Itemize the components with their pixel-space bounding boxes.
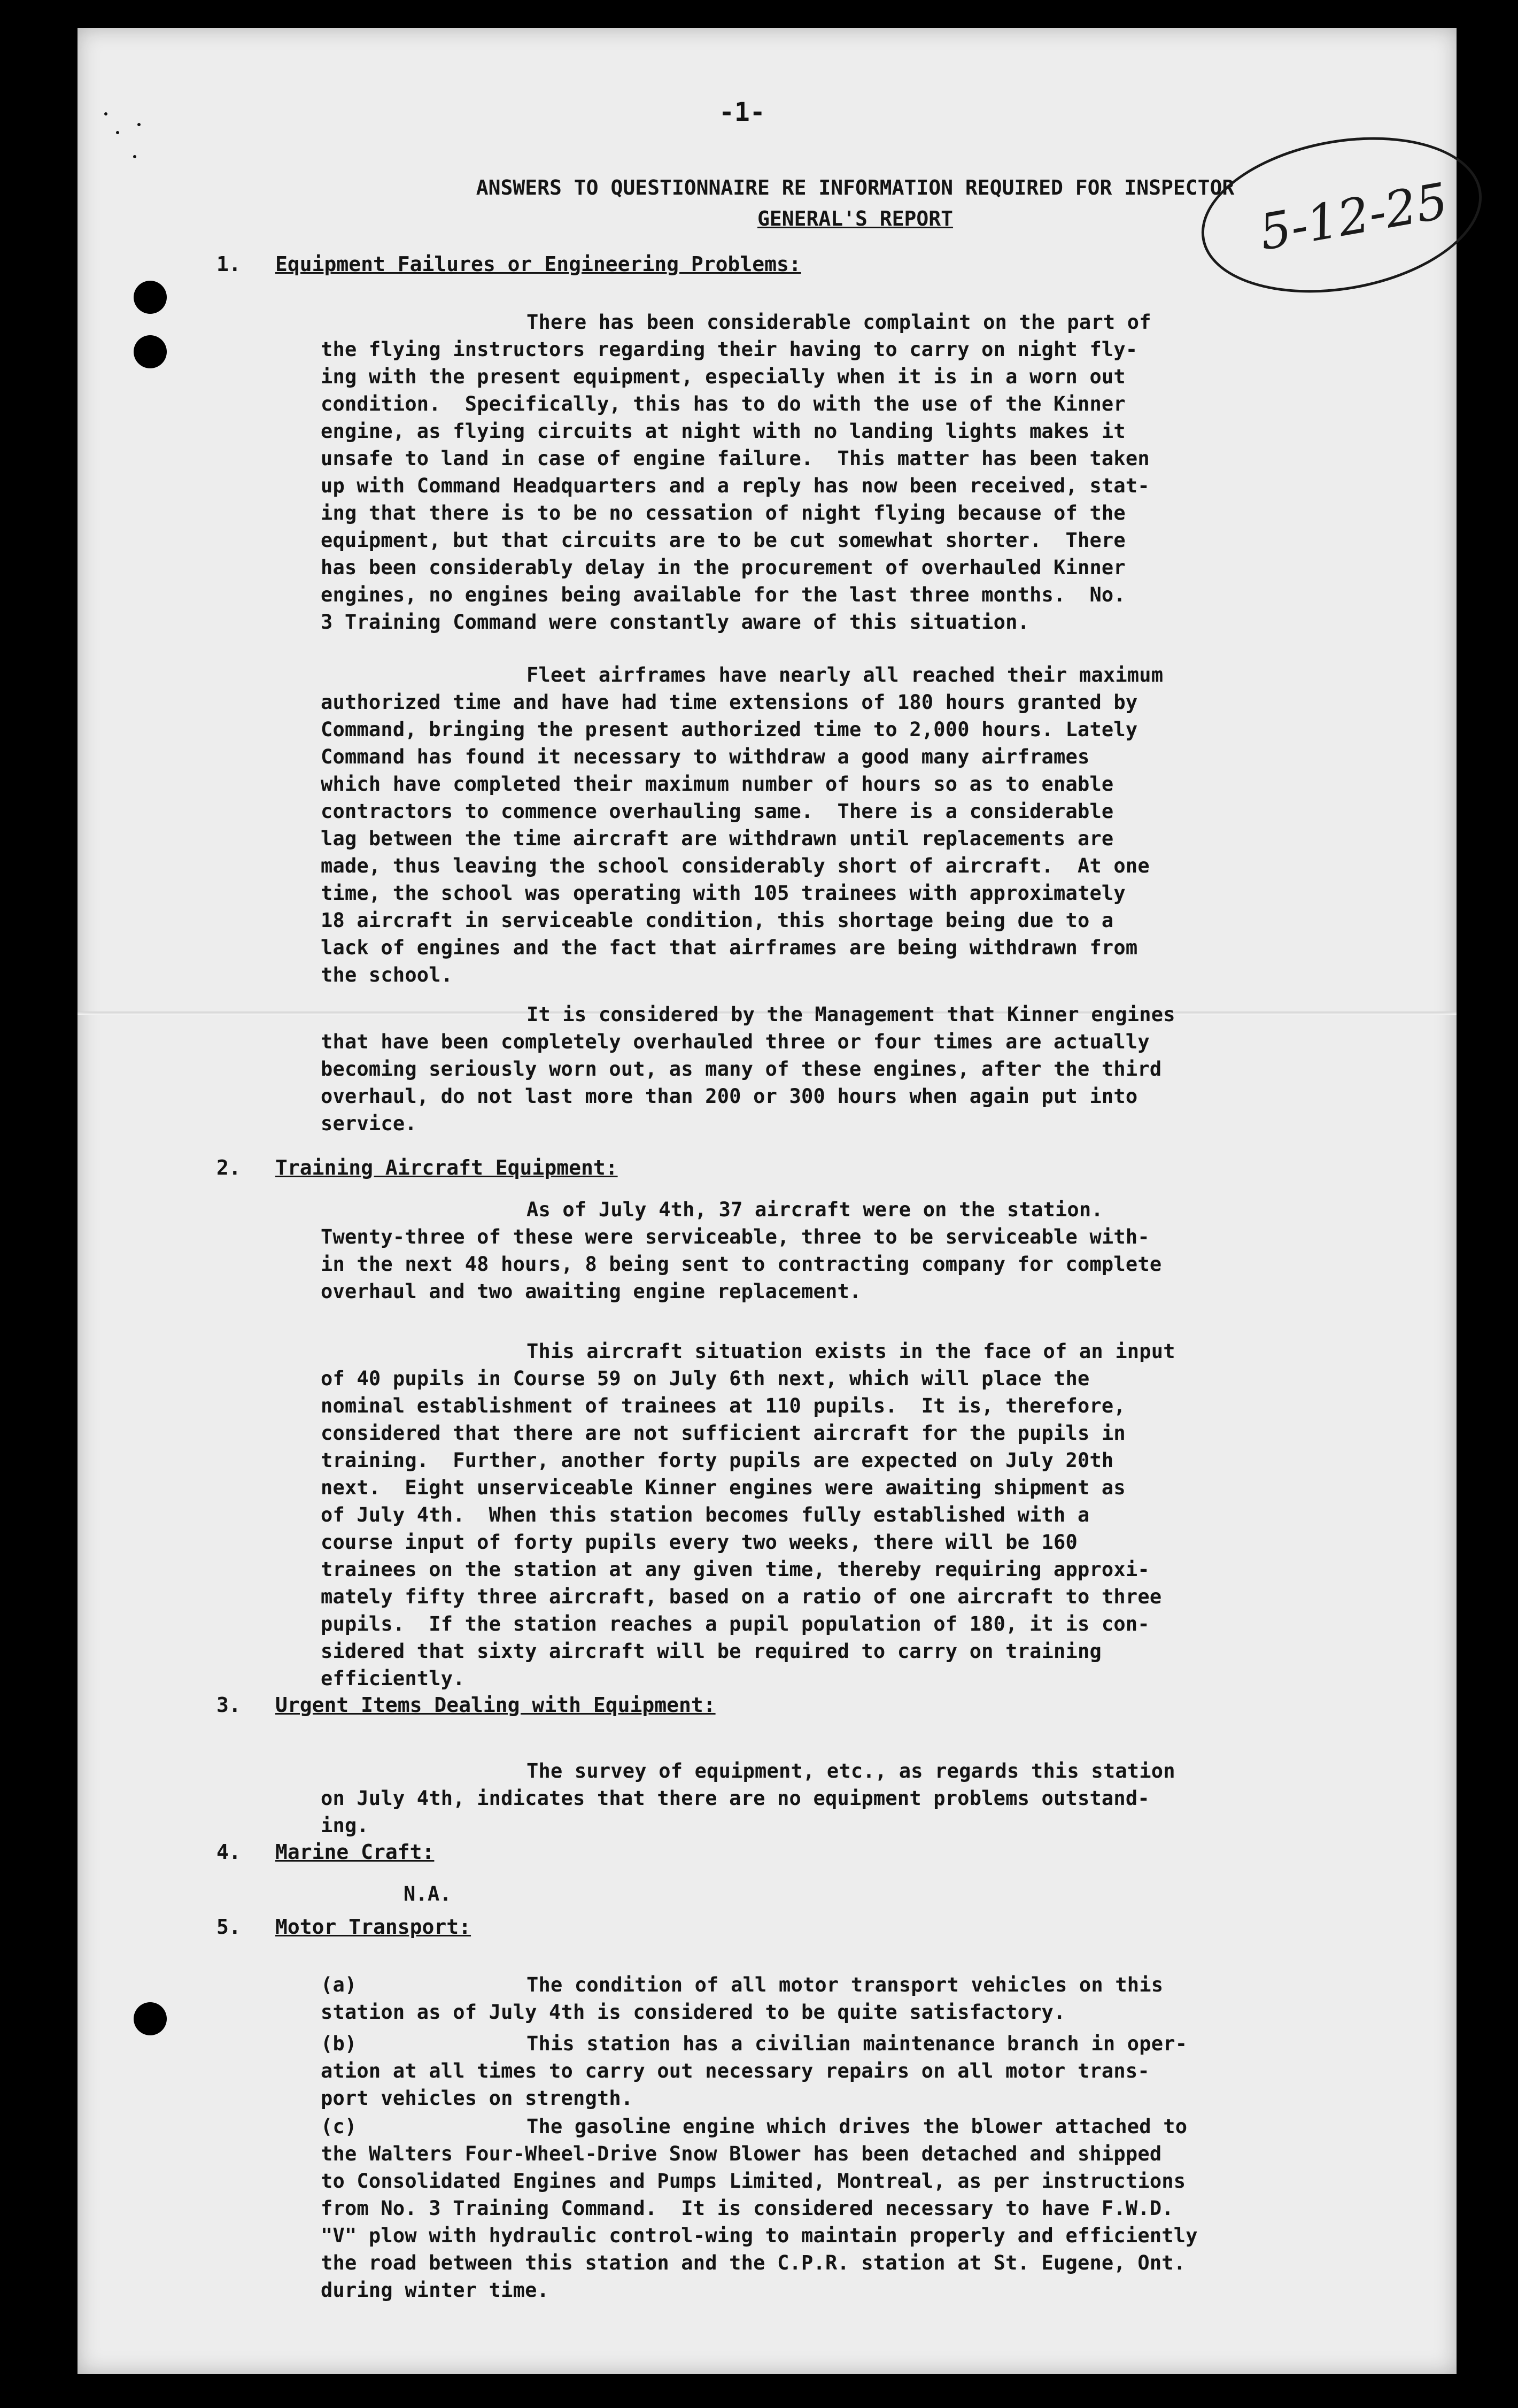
item-line: during winter time. bbox=[321, 2279, 549, 2302]
item-line: the Walters Four-Wheel-Drive Snow Blower has been detached and shipped bbox=[321, 2142, 1162, 2165]
paragraph-line: engine, as flying circuits at night with no landing lights makes it bbox=[321, 420, 1126, 443]
paragraph-line: ing that there is to be no cessation of night flying because of the bbox=[321, 501, 1126, 524]
item-line: The gasoline engine which drives the blower attached to bbox=[526, 2115, 1188, 2138]
paragraph-line: of July 4th. When this station becomes fully established with a bbox=[321, 1503, 1090, 1526]
section-heading bbox=[216, 1840, 434, 1864]
paragraph-line: overhaul, do not last more than 200 or 300 hours when again put into bbox=[321, 1085, 1138, 1108]
paragraph-line: equipment, but that circuits are to be cut somewhat shorter. There bbox=[321, 529, 1126, 552]
paragraph-line: There has been considerable complaint on the part of bbox=[526, 311, 1151, 334]
paragraph-line: on July 4th, indicates that there are no equipment problems outstand- bbox=[321, 1787, 1150, 1810]
section-heading bbox=[216, 1693, 716, 1717]
punch-hole bbox=[134, 281, 167, 314]
paragraph-line: of 40 pupils in Course 59 on July 6th next, which will place the bbox=[321, 1367, 1090, 1390]
paragraph-line: Command, bringing the present authorized time to 2,000 hours. Lately bbox=[321, 718, 1138, 741]
paragraph-line: It is considered by the Management that Kinner engines bbox=[526, 1003, 1175, 1026]
paragraph-line: condition. Specifically, this has to do with the use of the Kinner bbox=[321, 392, 1126, 415]
item-label: (a) bbox=[321, 1973, 357, 1996]
paragraph-line: ing with the present equipment, especially when it is in a worn out bbox=[321, 365, 1126, 388]
paragraph-line: that have been completely overhauled three or four times are actually bbox=[321, 1030, 1150, 1053]
section-title: Equipment Failures or Engineering Problems: bbox=[275, 252, 801, 276]
paragraph-line: trainees on the station at any given time, thereby requiring approxi- bbox=[321, 1558, 1150, 1581]
paragraph-line: authorized time and have had time extensions of 180 hours granted by bbox=[321, 691, 1138, 714]
item-line: station as of July 4th is considered to be quite satisfactory. bbox=[321, 2001, 1066, 2024]
document-title bbox=[361, 172, 1350, 234]
handwritten-annotation: 5-12-25 bbox=[1255, 172, 1452, 261]
item-line: ation at all times to carry out necessary repairs on all motor trans- bbox=[321, 2059, 1150, 2082]
paragraph-line: Fleet airframes have nearly all reached their maximum bbox=[526, 663, 1164, 686]
page-number: -1- bbox=[719, 97, 765, 127]
paragraph-line: time, the school was operating with 105 trainees with approximately bbox=[321, 882, 1126, 905]
paragraph-line: As of July 4th, 37 aircraft were on the station. bbox=[526, 1198, 1103, 1221]
paragraph-line: lag between the time aircraft are withdrawn until replacements are bbox=[321, 827, 1114, 850]
paragraph-line: engines, no engines being available for the last three months. No. bbox=[321, 583, 1126, 606]
punch-hole bbox=[134, 335, 167, 368]
paragraph-line: training. Further, another forty pupils are expected on July 20th bbox=[321, 1449, 1114, 1472]
paragraph-line: efficiently. bbox=[321, 1667, 465, 1690]
paragraph-line: N.A. bbox=[404, 1882, 452, 1905]
paragraph-line: mately fifty three aircraft, based on a ratio of one aircraft to three bbox=[321, 1585, 1162, 1608]
item-line: from No. 3 Training Command. It is considered necessary to have F.W.D. bbox=[321, 2197, 1174, 2220]
section-number: 4. bbox=[216, 1840, 241, 1864]
paragraph-line: contractors to commence overhauling same. There is a considerable bbox=[321, 800, 1114, 823]
paragraph-line: service. bbox=[321, 1112, 417, 1135]
paragraph-line: ing. bbox=[321, 1814, 369, 1837]
paragraph-line: This aircraft situation exists in the face of an input bbox=[526, 1340, 1175, 1363]
paragraph-line: the school. bbox=[321, 963, 453, 986]
paragraph-line: has been considerably delay in the procurement of overhauled Kinner bbox=[321, 556, 1126, 579]
paragraph-line: overhaul and two awaiting engine replacement. bbox=[321, 1280, 862, 1303]
paragraph-line: nominal establishment of trainees at 110 pupils. It is, therefore, bbox=[321, 1394, 1126, 1417]
paragraph-line: the flying instructors regarding their having to carry on night fly- bbox=[321, 338, 1138, 361]
paragraph-line: lack of engines and the fact that airframes are being withdrawn from bbox=[321, 936, 1138, 959]
section-title: Training Aircraft Equipment: bbox=[275, 1156, 618, 1179]
item-label: (c) bbox=[321, 2115, 357, 2138]
section-heading bbox=[216, 252, 801, 276]
paragraph-line: course input of forty pupils every two weeks, there will be 160 bbox=[321, 1531, 1078, 1554]
section-number: 3. bbox=[216, 1693, 241, 1717]
document-page bbox=[78, 28, 1457, 2374]
section-number: 1. bbox=[216, 252, 241, 276]
item-line: the road between this station and the C.P.R. station at St. Eugene, Ont. bbox=[321, 2251, 1186, 2274]
paragraph-line: next. Eight unserviceable Kinner engines were awaiting shipment as bbox=[321, 1476, 1126, 1499]
item-line: This station has a civilian maintenance branch in oper- bbox=[526, 2032, 1188, 2055]
paragraph-line: 3 Training Command were constantly aware of this situation. bbox=[321, 611, 1030, 634]
section-heading bbox=[216, 1915, 471, 1939]
paragraph-line: made, thus leaving the school considerably short of aircraft. At one bbox=[321, 854, 1150, 877]
section-number: 5. bbox=[216, 1915, 241, 1939]
paragraph-line: pupils. If the station reaches a pupil population of 180, it is con- bbox=[321, 1612, 1150, 1635]
item-line: The condition of all motor transport vehicles on this bbox=[526, 1973, 1164, 1996]
paragraph-line: sidered that sixty aircraft will be required to carry on training bbox=[321, 1640, 1102, 1663]
item-label: (b) bbox=[321, 2032, 357, 2055]
punch-hole bbox=[134, 2002, 167, 2035]
item-line: "V" plow with hydraulic control-wing to maintain properly and efficiently bbox=[321, 2224, 1198, 2247]
paragraph-line: The survey of equipment, etc., as regards this station bbox=[526, 1759, 1175, 1782]
item-line: port vehicles on strength. bbox=[321, 2087, 633, 2110]
title-line-1: ANSWERS TO QUESTIONNAIRE RE INFORMATION REQUIRED FOR INSPECTOR bbox=[476, 176, 1235, 199]
title-line-2: GENERAL'S REPORT bbox=[757, 207, 954, 230]
paragraph-line: Twenty-three of these were serviceable, three to be serviceable with- bbox=[321, 1225, 1150, 1248]
paragraph-line: up with Command Headquarters and a reply has now been received, stat- bbox=[321, 474, 1150, 497]
section-number: 2. bbox=[216, 1156, 241, 1179]
paragraph-line: in the next 48 hours, 8 being sent to contracting company for complete bbox=[321, 1253, 1162, 1276]
paragraph-line: unsafe to land in case of engine failure. This matter has been taken bbox=[321, 447, 1150, 470]
item-line: to Consolidated Engines and Pumps Limited, Montreal, as per instructions bbox=[321, 2170, 1186, 2193]
section-heading bbox=[216, 1156, 618, 1179]
paragraph-line: considered that there are not sufficient aircraft for the pupils in bbox=[321, 1422, 1126, 1445]
paragraph-line: Command has found it necessary to withdraw a good many airframes bbox=[321, 745, 1090, 768]
section-title: Marine Craft: bbox=[275, 1840, 435, 1864]
paragraph-line: 18 aircraft in serviceable condition, this shortage being due to a bbox=[321, 909, 1114, 932]
section-title: Urgent Items Dealing with Equipment: bbox=[275, 1693, 716, 1717]
paragraph-line: becoming seriously worn out, as many of these engines, after the third bbox=[321, 1058, 1162, 1080]
section-title: Motor Transport: bbox=[275, 1915, 471, 1939]
paragraph-line: which have completed their maximum number of hours so as to enable bbox=[321, 773, 1114, 796]
